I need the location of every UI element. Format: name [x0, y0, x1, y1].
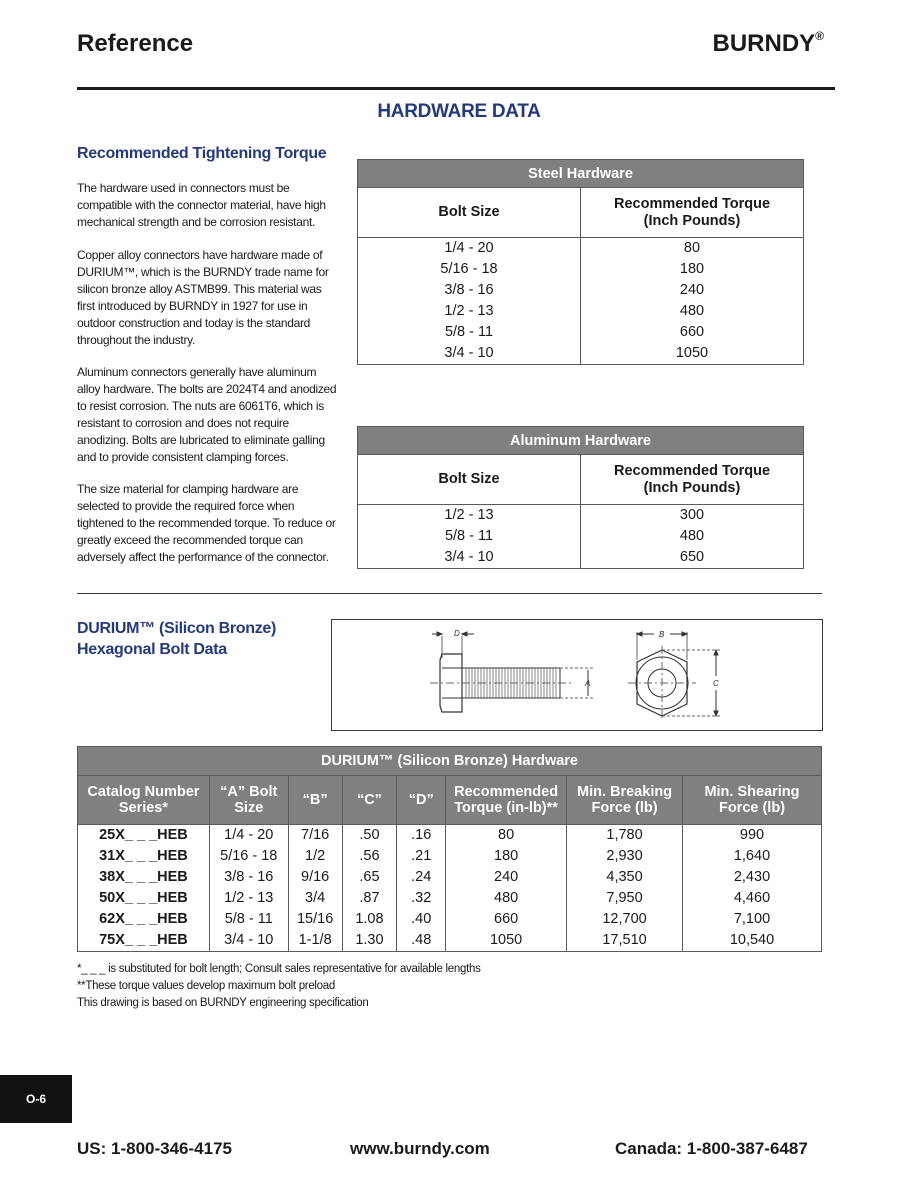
footnote-torque-preload: **These torque values develop maximum bolt preload — [77, 980, 335, 992]
page-number-tab: O-6 — [0, 1075, 72, 1123]
torque-cell: 1050 — [446, 930, 567, 952]
catalog-cell: 25X_ _ _HEB — [78, 825, 210, 847]
shearing-force-cell: 2,430 — [683, 867, 822, 888]
shearing-force-cell: 990 — [683, 825, 822, 847]
catalog-cell: 31X_ _ _HEB — [78, 846, 210, 867]
shearing-force-cell: 1,640 — [683, 846, 822, 867]
bolt-size-cell: 3/4 - 10 — [358, 343, 581, 365]
bolt-size-cell: 3/4 - 10 — [358, 547, 581, 569]
header-catalog-number-text: Catalog Number Series* — [87, 784, 200, 816]
aluminum-header-torque-text: Recommended Torque (Inch Pounds) — [613, 462, 771, 496]
bolt-size-cell: 5/16 - 18 — [358, 259, 581, 280]
footnote-bolt-length: *_ _ _ is substituted for bolt length; Consult sales representative for available lengths — [77, 963, 481, 975]
breaking-force-cell: 1,780 — [567, 825, 683, 847]
steel-hardware-table — [357, 159, 804, 365]
table-row — [358, 547, 804, 569]
aluminum-header-bolt-size: Bolt Size — [358, 455, 581, 505]
footer-canada-phone: Canada: 1-800-387-6487 — [615, 1139, 808, 1158]
paragraph-aluminum: Aluminum connectors generally have aluminum alloy hardware. The bolts are 2024T4 and anodized to resist corrosion. The nuts are 6061T6, which is resistant to corrosion and does not require anodizing. Bolts are lubricated to eliminate galling and to provide consistent clamping forces. — [77, 365, 337, 464]
shearing-force-cell: 10,540 — [683, 930, 822, 952]
footer-website-link[interactable]: www.burndy.com — [350, 1139, 490, 1158]
bolt-size-cell: 5/8 - 11 — [358, 526, 581, 547]
header-a-bolt-size-text: “A” Bolt Size — [220, 784, 278, 816]
table-row — [78, 825, 822, 847]
c-cell: .56 — [342, 846, 397, 867]
shearing-force-cell: 4,460 — [683, 888, 822, 909]
aluminum-table-title: Aluminum Hardware — [358, 427, 804, 455]
d-cell: .21 — [397, 846, 446, 867]
durium-table-title: DURIUM™ (Silicon Bronze) Hardware — [78, 747, 822, 776]
b-cell: 3/4 — [288, 888, 342, 909]
d-cell: .24 — [397, 867, 446, 888]
durium-title-line1: DURIUM™ (Silicon Bronze) — [77, 620, 277, 637]
torque-cell: 650 — [581, 547, 804, 569]
table-row — [358, 322, 804, 343]
label-b: B — [659, 630, 665, 639]
catalog-cell: 75X_ _ _HEB — [78, 930, 210, 952]
shearing-force-cell: 7,100 — [683, 909, 822, 930]
bolt-size-cell: 5/8 - 11 — [358, 322, 581, 343]
table-row — [358, 301, 804, 322]
table-row — [358, 343, 804, 365]
section-divider — [77, 593, 822, 594]
catalog-cell: 62X_ _ _HEB — [78, 909, 210, 930]
torque-cell: 480 — [581, 526, 804, 547]
torque-cell: 1050 — [581, 343, 804, 365]
header-d: “D” — [397, 776, 446, 825]
bolt-size-cell: 3/8 - 16 — [358, 280, 581, 301]
a-bolt-size-cell: 3/8 - 16 — [209, 867, 288, 888]
torque-cell: 660 — [581, 322, 804, 343]
a-bolt-size-cell: 5/8 - 11 — [209, 909, 288, 930]
bolt-size-cell: 1/2 - 13 — [358, 505, 581, 527]
header-min-breaking-force-text: Min. Breaking Force (lb) — [576, 784, 673, 816]
label-d: D — [454, 629, 460, 638]
registered-mark: ® — [815, 29, 824, 43]
header-c: “C” — [342, 776, 397, 825]
breaking-force-cell: 12,700 — [567, 909, 683, 930]
d-cell: .32 — [397, 888, 446, 909]
paragraph-compatibility: The hardware used in connectors must be compatible with the connector material, have high mechanical strength and be corrosion resistant. — [77, 181, 326, 229]
header-a-bolt-size — [209, 776, 288, 825]
table-row — [78, 930, 822, 952]
torque-cell: 240 — [446, 867, 567, 888]
header-min-shearing-force-text: Min. Shearing Force (lb) — [704, 784, 800, 816]
a-bolt-size-cell: 5/16 - 18 — [209, 846, 288, 867]
torque-cell: 80 — [446, 825, 567, 847]
breaking-force-cell: 17,510 — [567, 930, 683, 952]
label-a: A — [585, 679, 591, 688]
header-min-breaking-force — [567, 776, 683, 825]
brand-name: BURNDY — [712, 30, 816, 57]
a-bolt-size-cell: 1/4 - 20 — [209, 825, 288, 847]
torque-cell: 660 — [446, 909, 567, 930]
catalog-cell: 38X_ _ _HEB — [78, 867, 210, 888]
c-cell: .65 — [342, 867, 397, 888]
a-bolt-size-cell: 3/4 - 10 — [209, 930, 288, 952]
section-title-reference: Reference — [77, 30, 194, 57]
torque-cell: 180 — [446, 846, 567, 867]
header-catalog-number — [78, 776, 210, 825]
table-row — [78, 867, 822, 888]
hex-bolt-drawing — [331, 619, 823, 731]
table-row — [358, 505, 804, 527]
durium-hardware-table — [77, 746, 822, 952]
table-row — [78, 888, 822, 909]
d-cell: .40 — [397, 909, 446, 930]
table-row — [78, 846, 822, 867]
durium-section-title — [77, 618, 276, 660]
hex-bolt-diagram — [332, 620, 822, 730]
torque-cell: 180 — [581, 259, 804, 280]
header-b: “B” — [288, 776, 342, 825]
bolt-size-cell: 1/2 - 13 — [358, 301, 581, 322]
header-recommended-torque — [446, 776, 567, 825]
table-row — [358, 238, 804, 260]
torque-cell: 240 — [581, 280, 804, 301]
torque-cell: 480 — [446, 888, 567, 909]
d-cell: .16 — [397, 825, 446, 847]
header-min-shearing-force — [683, 776, 822, 825]
steel-header-bolt-size: Bolt Size — [358, 188, 581, 238]
page-heading: HARDWARE DATA — [377, 101, 541, 122]
durium-title-line2: Hexagonal Bolt Data — [77, 641, 227, 658]
header-divider — [77, 87, 835, 90]
torque-section-title: Recommended Tightening Torque — [77, 145, 327, 162]
label-c: C — [713, 679, 719, 688]
header-recommended-torque-text: Recommended Torque (in-lb)** — [454, 784, 559, 816]
breaking-force-cell: 7,950 — [567, 888, 683, 909]
bolt-size-cell: 1/4 - 20 — [358, 238, 581, 260]
c-cell: 1.08 — [342, 909, 397, 930]
paragraph-clamping: The size material for clamping hardware are selected to provide the required force when tightened to the recommended torque. To reduce or greatly exceed the recommended torque can adversely affect the performance of the connector. — [77, 482, 336, 564]
d-cell: .48 — [397, 930, 446, 952]
b-cell: 1-1/8 — [288, 930, 342, 952]
catalog-cell: 50X_ _ _HEB — [78, 888, 210, 909]
c-cell: 1.30 — [342, 930, 397, 952]
aluminum-header-torque — [581, 455, 804, 505]
table-row — [78, 909, 822, 930]
torque-cell: 300 — [581, 505, 804, 527]
breaking-force-cell: 4,350 — [567, 867, 683, 888]
footnote-drawing-spec: This drawing is based on BURNDY engineering specification — [77, 997, 369, 1009]
torque-cell: 480 — [581, 301, 804, 322]
a-bolt-size-cell: 1/2 - 13 — [209, 888, 288, 909]
paragraph-copper-alloy: Copper alloy connectors have hardware made of DURIUM™, which is the BURNDY trade name for silicon bronze alloy ASTMB99. This material was first introduced by BURNDY in 1927 for use in outdoor construction and today is the standard throughout the industry. — [77, 248, 329, 347]
footer-us-phone: US: 1-800-346-4175 — [77, 1139, 232, 1158]
breaking-force-cell: 2,930 — [567, 846, 683, 867]
table-row — [358, 280, 804, 301]
table-row — [358, 259, 804, 280]
b-cell: 15/16 — [288, 909, 342, 930]
c-cell: .50 — [342, 825, 397, 847]
steel-header-torque — [581, 188, 804, 238]
steel-header-torque-text: Recommended Torque (Inch Pounds) — [613, 195, 771, 229]
b-cell: 1/2 — [288, 846, 342, 867]
brand-logo — [712, 30, 824, 58]
b-cell: 7/16 — [288, 825, 342, 847]
c-cell: .87 — [342, 888, 397, 909]
b-cell: 9/16 — [288, 867, 342, 888]
steel-table-title: Steel Hardware — [358, 160, 804, 188]
torque-cell: 80 — [581, 238, 804, 260]
table-row — [358, 526, 804, 547]
aluminum-hardware-table — [357, 426, 804, 569]
